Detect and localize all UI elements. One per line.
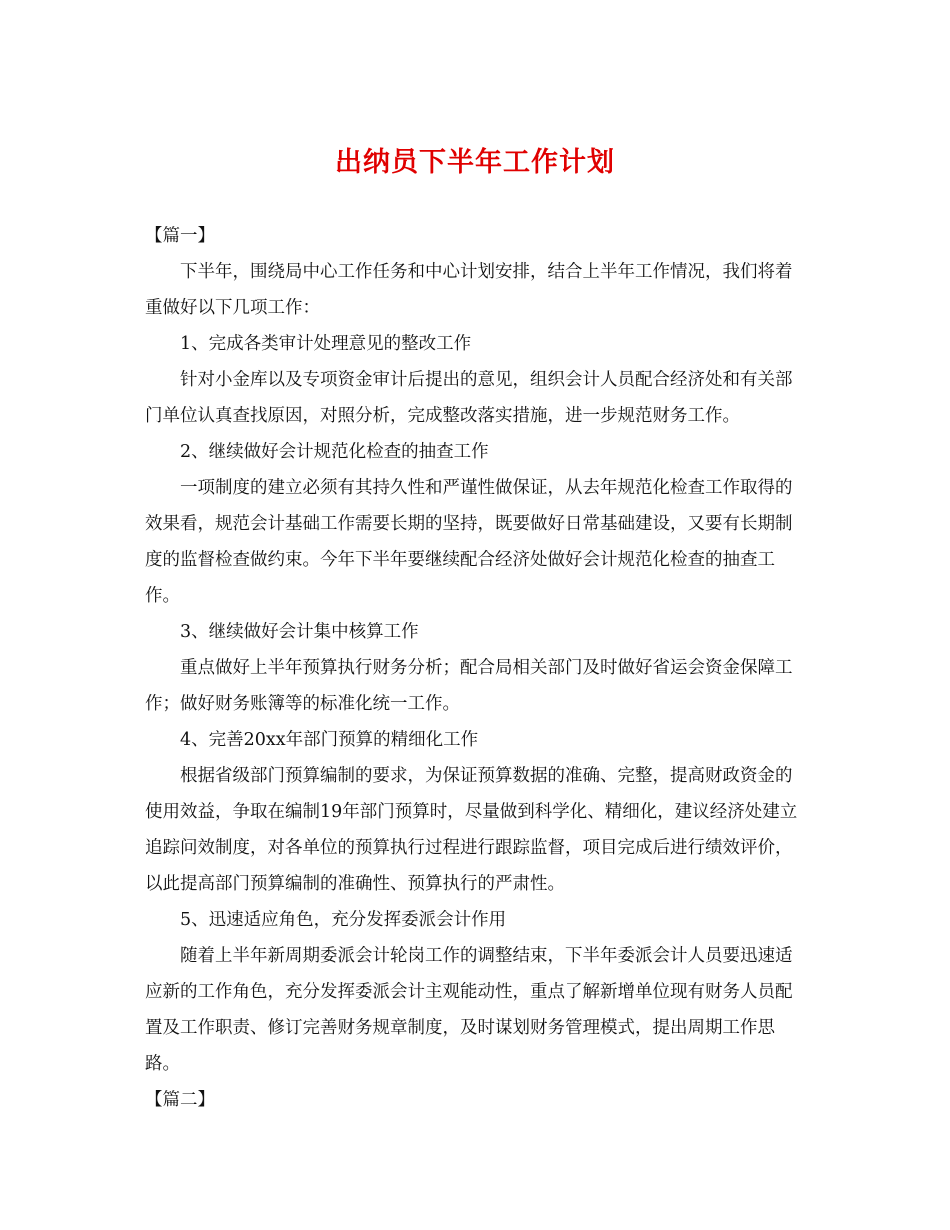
- section-heading-1: 【篇一】: [145, 226, 215, 246]
- item-heading-2: 2、继续做好会计规范化检查的抽查工作: [180, 442, 489, 462]
- document-title: 出纳员下半年工作计划: [335, 147, 615, 178]
- body-paragraph: 根据省级部门预算编制的要求，为保证预算数据的准确、完整，提高财政资金的使用效益，争取在编制19年部门预算时，尽量做到科学化、精细化，建议经济处建立追踪问效制度，对各单位的预算执行过程进行跟踪监督，项目完成后进行绩效评价，以此提高部门预算编制的准确性、预算执行的严肃性。: [145, 766, 798, 894]
- body-paragraph: 一项制度的建立必须有其持久性和严谨性做保证，从去年规范化检查工作取得的效果看，规范会计基础工作需要长期的坚持，既要做好日常基础建设，又要有长期制度的监督检查做约束。今年下半年要继续配合经济处做好会计规范化检查的抽查工作。: [145, 478, 793, 606]
- document-body: [145, 218, 807, 1118]
- item-heading-1: 1、完成各类审计处理意见的整改工作: [180, 334, 472, 354]
- section-heading-2: 【篇二】: [145, 1090, 215, 1110]
- body-paragraph: 随着上半年新周期委派会计轮岗工作的调整结束，下半年委派会计人员要迅速适应新的工作角色，充分发挥委派会计主观能动性，重点了解新增单位现有财务人员配置及工作职责、修订完善财务规章制度，及时谋划财务管理模式，提出周期工作思路。: [145, 946, 793, 1074]
- item-heading-3: 3、继续做好会计集中核算工作: [180, 622, 419, 642]
- item-heading-4: 4、完善20xx年部门预算的精细化工作: [180, 730, 479, 750]
- body-paragraph: 下半年，围绕局中心工作任务和中心计划安排，结合上半年工作情况，我们将着重做好以下几项工作：: [145, 262, 793, 318]
- body-paragraph: 针对小金库以及专项资金审计后提出的意见，组织会计人员配合经济处和有关部门单位认真查找原因，对照分析，完成整改落实措施，进一步规范财务工作。: [145, 370, 793, 426]
- item-heading-5: 5、迅速适应角色，充分发挥委派会计作用: [180, 910, 507, 930]
- body-paragraph: 重点做好上半年预算执行财务分析；配合局相关部门及时做好省运会资金保障工作；做好财务账簿等的标准化统一工作。: [145, 658, 793, 714]
